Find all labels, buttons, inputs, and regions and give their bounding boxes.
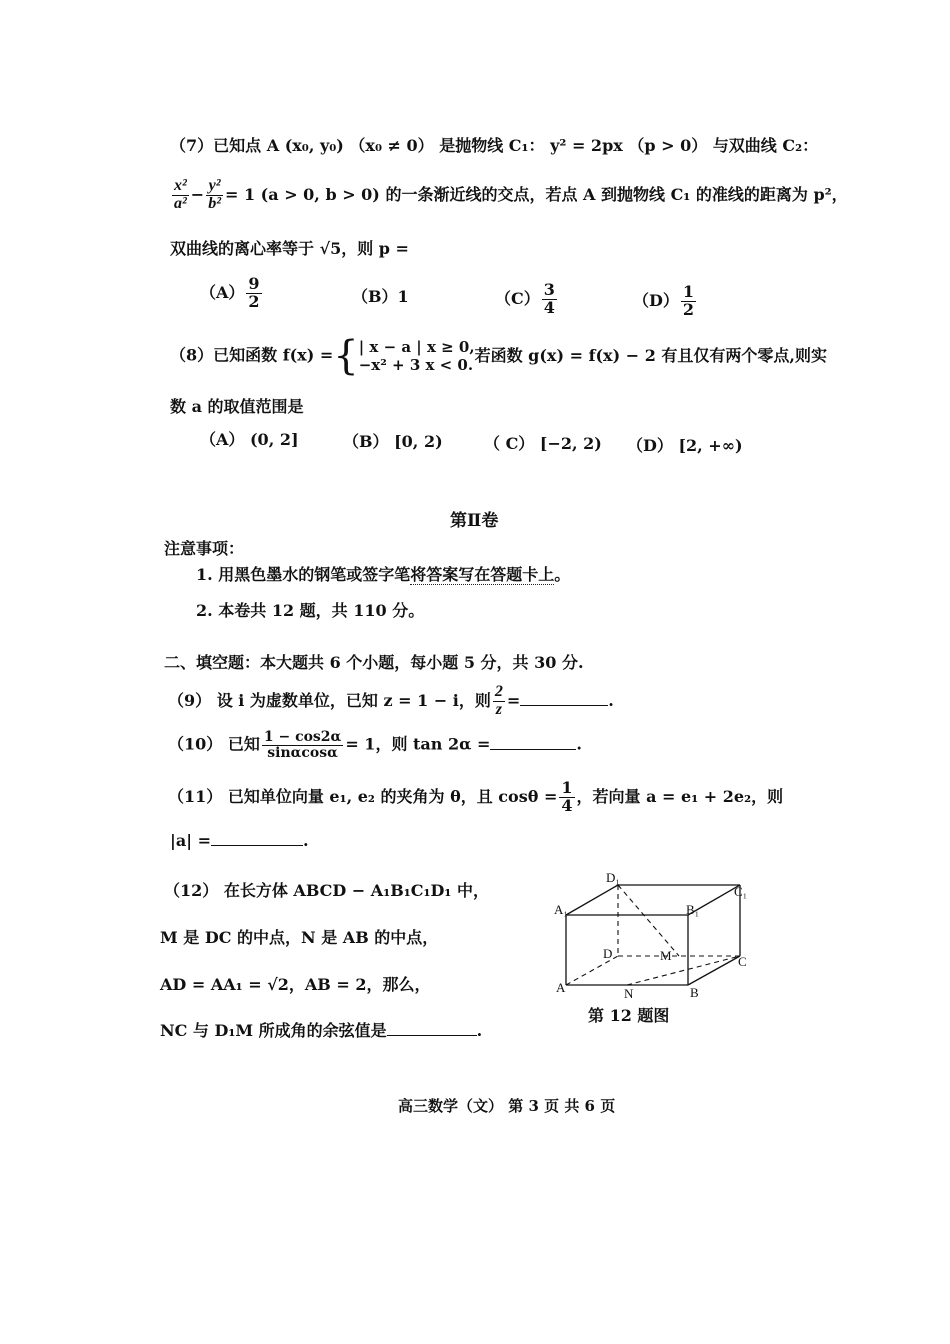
edge-bc <box>688 956 740 985</box>
notice-item-2: 2. 本卷共 12 题，共 110 分。 <box>196 601 425 620</box>
q12-line4-text: NC 与 D₁M 所成角的余弦值是 <box>160 1021 387 1040</box>
q7-option-d-value <box>681 284 696 319</box>
q7-fraction-x <box>172 178 189 213</box>
q7-frac1-num: x² <box>174 177 187 194</box>
q7-minus: − <box>190 184 205 204</box>
q8-option-d: （D） [2, +∞) <box>627 436 743 455</box>
q8-option-c: （ C） [−2, 2) <box>484 434 602 453</box>
q9 <box>168 684 614 719</box>
q7-line1 <box>170 137 818 155</box>
segment-d1m <box>618 885 679 956</box>
q7-line2 <box>170 178 848 213</box>
q8-line2: 数 a 的取值范围是 <box>170 397 304 416</box>
q10-frac-num: 1 − cos2α <box>263 729 342 745</box>
q9-frac-num: 2 <box>494 683 503 700</box>
q7-option-c-num: 3 <box>543 280 555 299</box>
q7-option-d-den: 2 <box>682 299 695 319</box>
q8-piecewise <box>359 338 475 374</box>
q10 <box>168 730 582 760</box>
q8-option-b: （B） [0, 2) <box>343 432 443 451</box>
notice-item-1-emphasis: 将答案写在答题卡上 <box>410 565 555 584</box>
q7-option-b <box>352 288 409 306</box>
q7-fraction-y <box>206 178 223 213</box>
edge-a1d1 <box>566 885 618 915</box>
q8-brace: { <box>333 333 359 379</box>
label-a: A <box>556 980 566 995</box>
q7-option-a-num: 9 <box>248 274 260 293</box>
section-title: 第Ⅱ卷 <box>450 511 499 531</box>
q8-option-a: （A） (0, 2] <box>200 430 299 449</box>
label-c: C <box>738 954 747 969</box>
q7-option-d <box>633 284 698 319</box>
q11-line1 <box>168 780 783 815</box>
q11-frac-den: 4 <box>561 795 573 815</box>
segment-nc <box>627 956 740 985</box>
q8-line1 <box>170 333 827 379</box>
q12-line4 <box>160 1022 482 1040</box>
q7-number: （7） <box>170 136 214 155</box>
q9-frac-den: z <box>495 700 502 718</box>
q12-line3: AD = AA₁ = √2，AB = 2，那么， <box>160 975 431 994</box>
label-m: M <box>660 948 672 963</box>
q7-line3: 双曲线的离心率等于 √5，则 p = <box>170 239 409 258</box>
label-c1: C₁ <box>734 884 748 899</box>
q7-option-c-label: （C） <box>495 288 540 308</box>
page-footer: 高三数学（文） 第 3 页 共 6 页 <box>398 1097 616 1115</box>
q10-fraction <box>262 730 343 760</box>
label-d1: D₁ <box>606 872 620 885</box>
q11-answer-blank <box>211 833 303 846</box>
q7-option-a-value <box>246 276 261 311</box>
q8-case1: | x − a | x ≥ 0, <box>358 338 475 356</box>
q7-option-c-value <box>542 282 557 317</box>
q8-case2: −x² + 3 x < 0. <box>358 356 474 374</box>
q8-number: （8） <box>170 345 214 365</box>
q7-frac1-den: a² <box>174 194 187 212</box>
label-a1: A₁ <box>554 902 568 917</box>
q10-frac-den: sinαcosα <box>267 744 338 761</box>
part-two-heading: 二、填空题：本大题共 6 个小题，每小题 5 分，共 30 分. <box>164 653 584 672</box>
q9-end: . <box>608 690 614 710</box>
q12-line2: M 是 DC 的中点，N 是 AB 的中点， <box>160 928 439 947</box>
q7-line1-text: 已知点 A (x₀, y₀) （x₀ ≠ 0） 是抛物线 C₁： y² = 2px （p > 0） 与双曲线 C₂： <box>213 136 819 155</box>
q11-frac-num: 1 <box>561 778 573 797</box>
q9-answer-blank <box>520 693 608 706</box>
q7-frac2-den: b² <box>208 194 221 212</box>
q10-answer-blank <box>490 737 576 750</box>
q7-frac2-num: y² <box>206 178 223 196</box>
figure-caption: 第 12 题图 <box>588 1006 670 1025</box>
q7-option-b-label: （B） <box>352 287 398 306</box>
q7-option-a <box>200 276 264 311</box>
q12-end: . <box>476 1021 483 1040</box>
q11-text: （11） 已知单位向量 e₁, e₂ 的夹角为 θ，且 cosθ = <box>168 786 558 806</box>
q8-pre: 已知函数 f(x) = <box>213 345 334 365</box>
q7-option-a-den: 2 <box>248 291 260 311</box>
q9-fraction <box>493 684 505 719</box>
notice-item-1 <box>196 566 570 584</box>
q7-option-d-num: 1 <box>682 282 695 301</box>
q7-option-b-value: 1 <box>397 287 409 306</box>
notice-item-1-a: 1. 用黑色墨水的钢笔或签字笔 <box>196 565 411 584</box>
q8-post: 若函数 g(x) = f(x) − 2 有且仅有两个零点,则实 <box>474 345 827 365</box>
notice-title: 注意事项： <box>164 539 245 558</box>
q10-end: . <box>576 734 582 754</box>
q9-text: （9） 设 i 为虚数单位，已知 z = 1 − i，则 <box>168 690 491 710</box>
notice-item-1-c: 。 <box>554 565 571 584</box>
label-b1: B₁ <box>686 902 700 917</box>
label-b: B <box>690 985 699 1000</box>
q12-line1: （12） 在长方体 ABCD − A₁B₁C₁D₁ 中， <box>164 881 489 900</box>
label-n: N <box>624 986 634 1001</box>
q10-rest: = 1，则 tan 2α = <box>345 734 491 754</box>
q7-option-d-label: （D） <box>633 290 679 310</box>
q11-abs: |a| = <box>170 831 211 850</box>
q11-rest: ，若向量 a = e₁ + 2e₂，则 <box>576 786 784 806</box>
q7-line2-rest: = 1 (a > 0, b > 0) 的一条渐近线的交点，若点 A 到抛物线 C₁ 的准线的距离为 p²， <box>225 184 848 204</box>
q10-text: （10） 已知 <box>168 734 260 754</box>
q7-option-a-label: （A） <box>200 282 245 302</box>
q11-end: . <box>302 831 309 850</box>
q7-option-c-den: 4 <box>543 297 555 317</box>
label-d: D <box>603 946 613 961</box>
q9-eq: = <box>506 690 521 710</box>
q12-answer-blank <box>387 1023 477 1036</box>
q11-fraction <box>559 780 574 815</box>
q11-line2 <box>170 832 309 850</box>
q7-option-c <box>495 282 559 317</box>
